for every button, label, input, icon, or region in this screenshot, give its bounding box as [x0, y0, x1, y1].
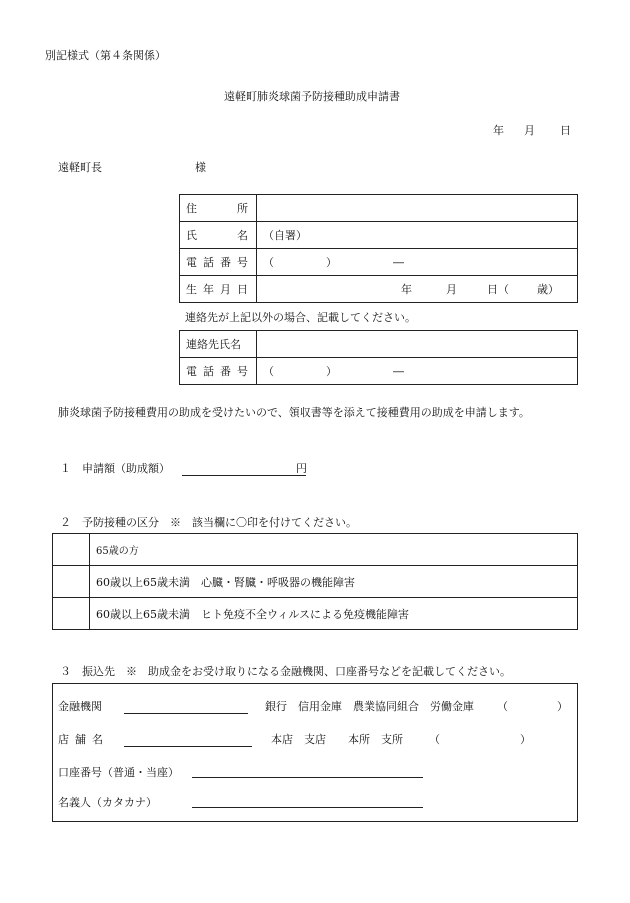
bank-type-options: 銀行 信用金庫 農業協同組合 労働金庫	[265, 700, 474, 713]
category-option-3: 60歳以上65歳未満 ヒト免疫不全ウィルスによる免疫機能障害	[90, 598, 578, 630]
application-statement: 肺炎球菌予防接種費用の助成を受けたいので、領収書等を添えて接種費用の助成を申請します。	[58, 406, 530, 419]
birth-day-label: 日（	[487, 283, 509, 296]
section2-label: 予防接種の区分 ※ 該当欄に〇印を付けてください。	[82, 516, 357, 529]
birth-year-label: 年	[401, 283, 412, 296]
address-label: 住 所	[180, 195, 257, 222]
applicant-table	[179, 194, 578, 303]
contact-phone-dash: ―	[393, 365, 404, 378]
category-check-cell[interactable]	[53, 534, 90, 566]
category-check-cell[interactable]	[53, 566, 90, 598]
phone-field[interactable]	[257, 249, 578, 276]
bank-paren-close: ）	[557, 700, 568, 713]
contact-name-row	[180, 331, 578, 358]
bank-name-input-line[interactable]	[124, 713, 248, 714]
branch-paren-close: ）	[520, 733, 531, 746]
category-check-cell[interactable]	[53, 598, 90, 630]
section3-label: 振込先 ※ 助成金をお受け取りになる金融機関、口座番号などを記載してください。	[82, 665, 511, 678]
section2-number: ２	[60, 516, 71, 529]
name-row	[180, 222, 578, 249]
birthdate-label: 生年月日	[180, 276, 257, 303]
section3-number: ３	[60, 665, 71, 678]
section1-number: １	[60, 462, 71, 475]
account-number-input-line[interactable]	[192, 777, 423, 778]
date-year-label: 年	[493, 124, 504, 137]
branch-type-options: 本店 支店 本所 支所	[271, 733, 403, 746]
birth-age-label: 歳）	[537, 283, 559, 296]
branch-label: 店舗名	[58, 733, 109, 746]
branch-name-input-line[interactable]	[124, 746, 252, 747]
account-holder-input-line[interactable]	[192, 807, 423, 808]
date-day-label: 日	[560, 124, 571, 137]
amount-input-line[interactable]	[182, 475, 306, 476]
name-field[interactable]	[257, 222, 578, 249]
phone-paren-open: （	[263, 256, 274, 269]
phone-row	[180, 249, 578, 276]
contact-phone-paren-open: （	[263, 365, 274, 378]
category-row	[53, 598, 578, 630]
contact-note: 連絡先が上記以外の場合、記載してください。	[185, 311, 416, 324]
self-signature-note: （自署）	[263, 229, 307, 242]
category-row	[53, 534, 578, 566]
amount-unit: 円	[296, 462, 307, 475]
category-option-2: 60歳以上65歳未満 心臓・腎臓・呼吸器の機能障害	[90, 566, 578, 598]
contact-phone-paren-close: ）	[326, 365, 337, 378]
contact-phone-field[interactable]	[257, 358, 578, 385]
name-label: 氏 名	[180, 222, 257, 249]
contact-name-label: 連絡先氏名	[180, 331, 257, 358]
contact-table	[179, 330, 578, 385]
birthdate-row	[180, 276, 578, 303]
contact-phone-label: 電話番号	[180, 358, 257, 385]
account-number-label: 口座番号（普通・当座）	[58, 766, 179, 779]
honorific: 様	[195, 161, 206, 174]
date-month-label: 月	[524, 124, 535, 137]
birthdate-field[interactable]	[257, 276, 578, 303]
phone-paren-close: ）	[326, 256, 337, 269]
address-field[interactable]	[257, 195, 578, 222]
category-option-1: 65歳の方	[90, 534, 578, 566]
vaccination-category-table	[52, 533, 578, 630]
section1-label: 申請額（助成額）	[82, 462, 170, 475]
contact-phone-row	[180, 358, 578, 385]
birth-month-label: 月	[446, 283, 457, 296]
address-row	[180, 195, 578, 222]
phone-label: 電話番号	[180, 249, 257, 276]
addressee: 遠軽町長	[58, 161, 102, 174]
branch-paren-open: （	[429, 733, 440, 746]
phone-dash: ―	[393, 256, 404, 269]
category-row	[53, 566, 578, 598]
bank-paren-open: （	[497, 700, 508, 713]
form-number-label: 別記様式（第４条関係）	[45, 49, 166, 62]
contact-name-field[interactable]	[257, 331, 578, 358]
page-title: 遠軽町肺炎球菌予防接種助成申請書	[224, 90, 400, 103]
account-holder-label: 名義人（カタカナ）	[58, 796, 157, 809]
bank-label: 金融機関	[58, 700, 102, 713]
